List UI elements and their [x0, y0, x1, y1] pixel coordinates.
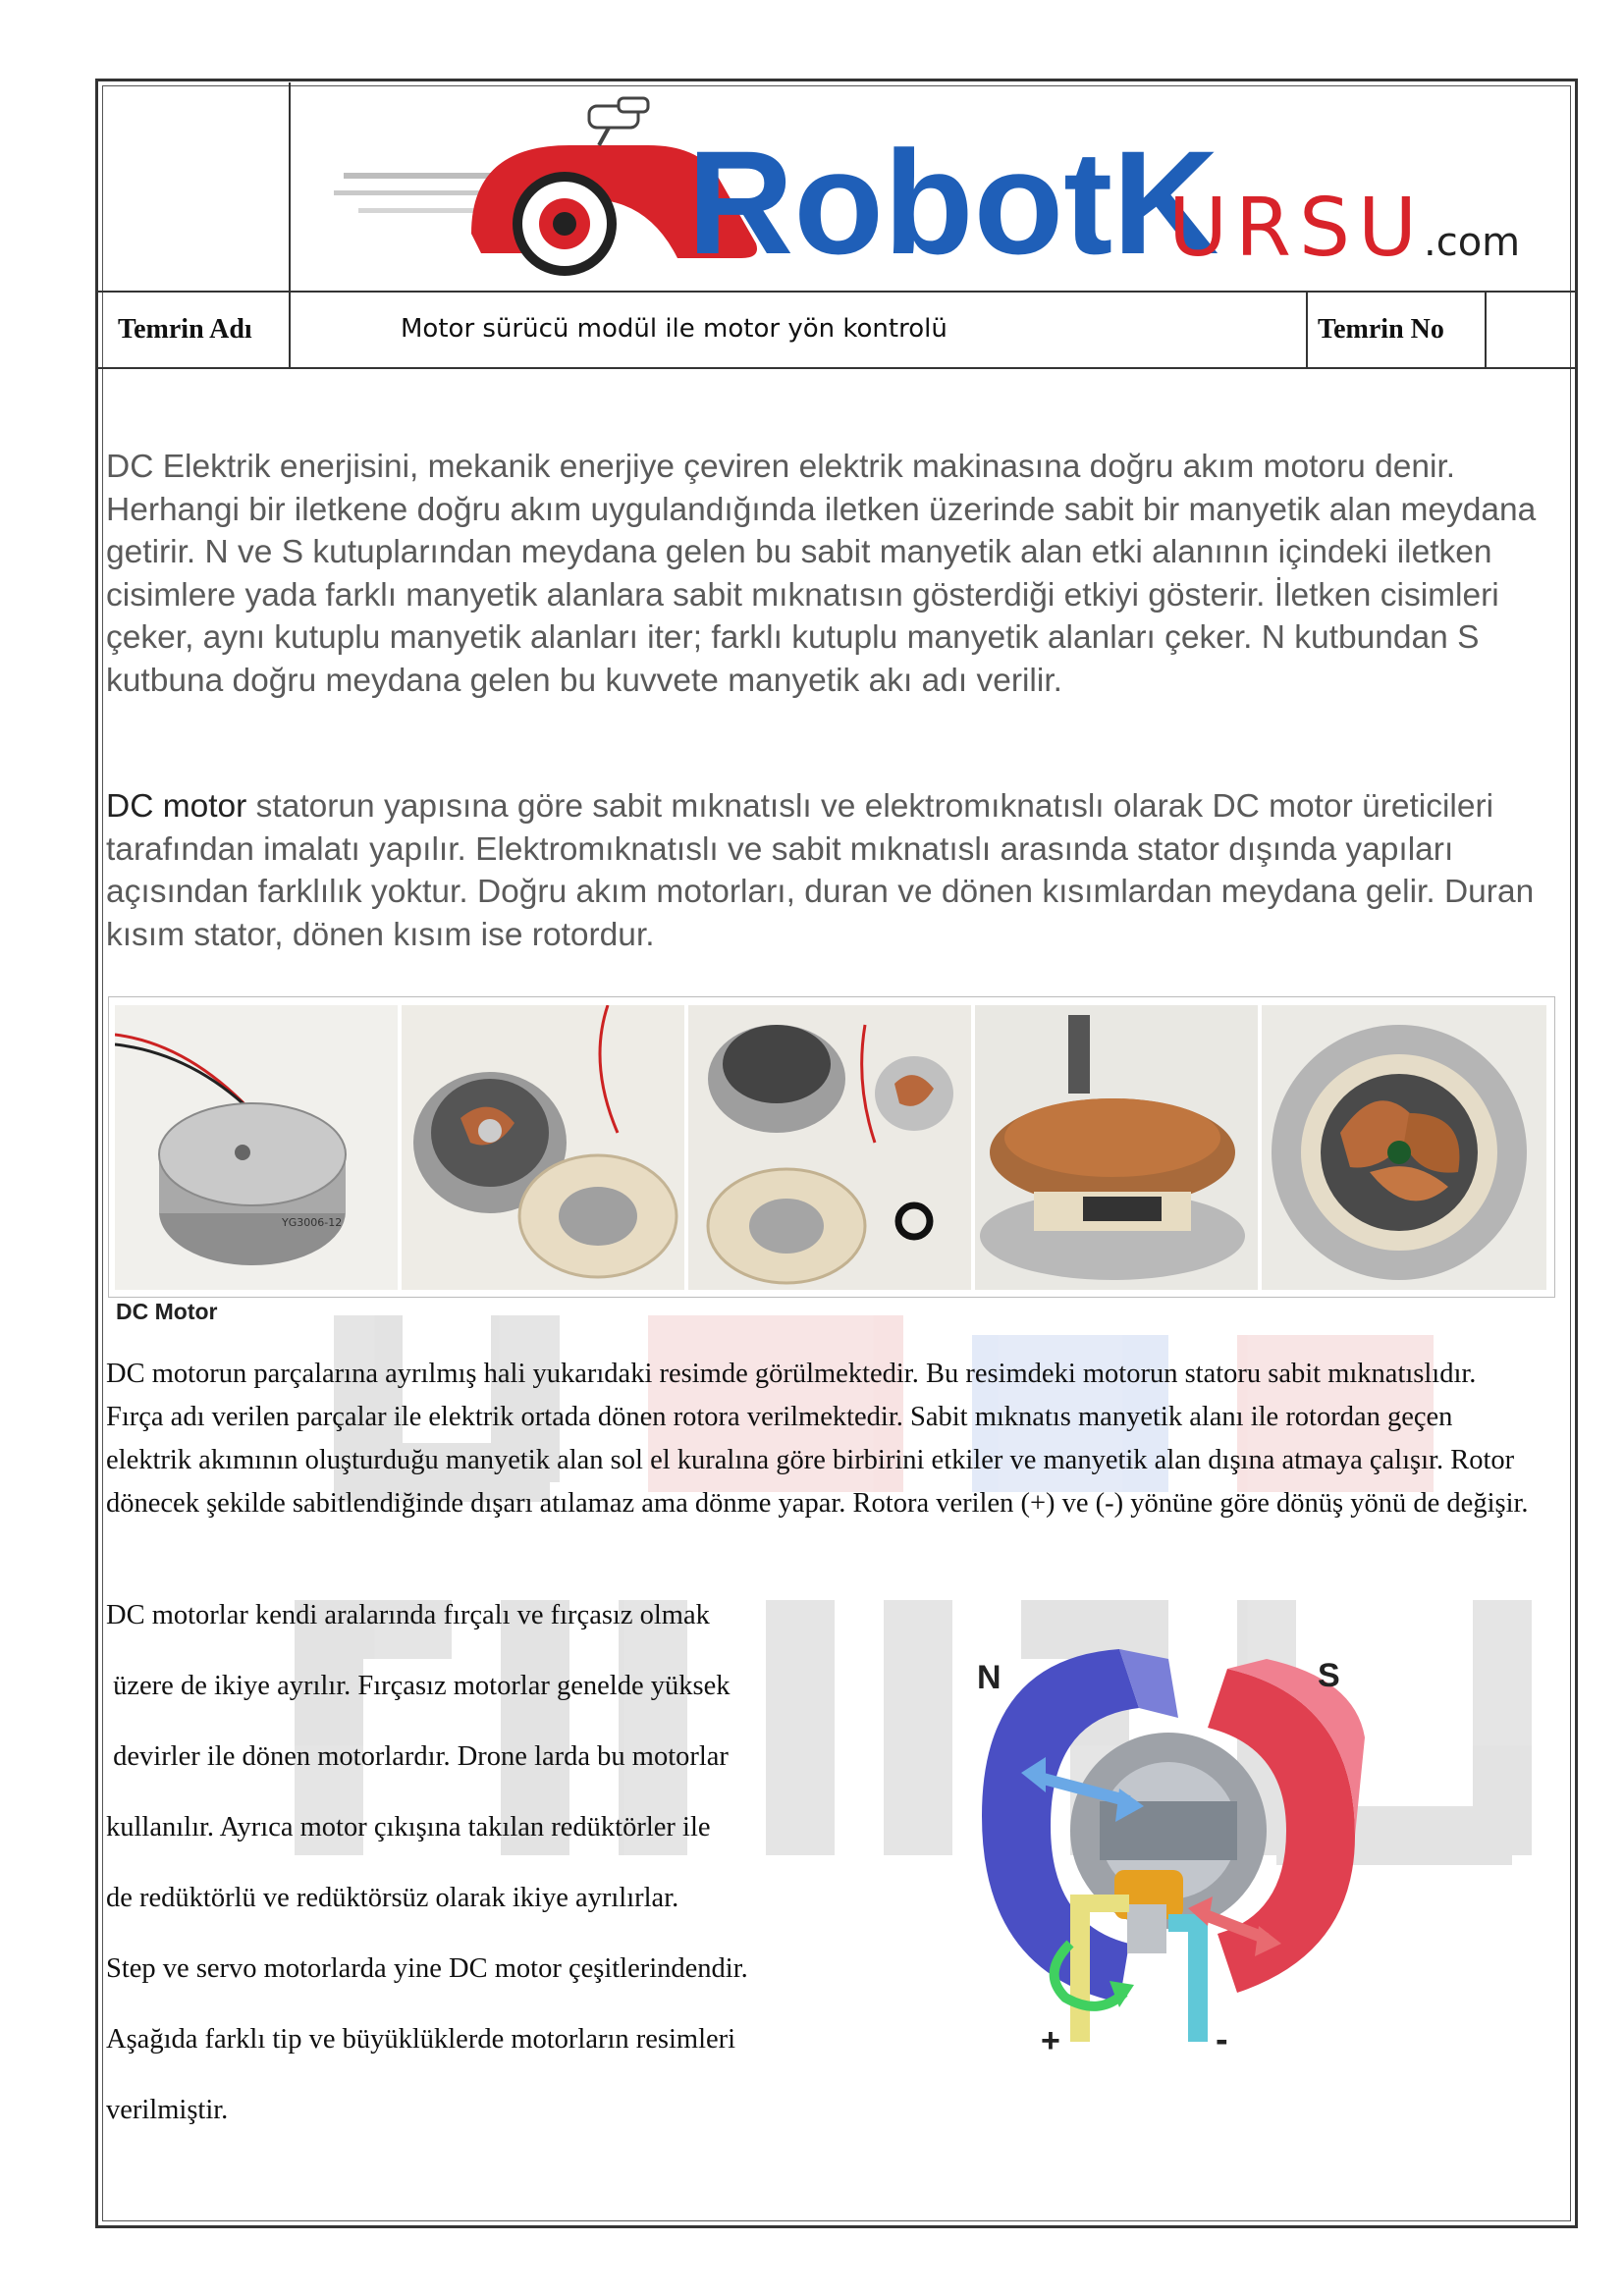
logo-domain-text: .com: [1424, 220, 1521, 265]
header-divider: [98, 291, 1575, 293]
motor-model-label: YG3006-12: [282, 1216, 343, 1229]
body-paragraph: DC motorun parçalarına ayrılmış hali yukarıdaki resimde görülmektedir. Bu resimdeki motorun statoru sabit mıknatıslıdır. Fırça adı verilen parçalar ile elektrik ortada dönen rotora verilmektedir. Sabit mıknatıs manyetik alanı ile rotordan geçen elektrik akımının oluşturduğu manyetik alan sol el kuralına göre birbirini etkiler ve manyetik alan dışına atmaya çalışır. Rotor dönecek şekilde sabitlendiğinde dışarı atılamaz ama dönme yapar. Rotora verilen (+) ve (-) yönüne göre dönüş yönü de değişir.: [106, 1359, 1529, 1519]
motor-photo-parts: [688, 1005, 971, 1290]
logo-left-divider: [289, 82, 291, 369]
body-line-1: DC motorlar kendi aralarında fırçalı ve fırçasız olmak: [106, 1600, 710, 1630]
body-line-5: de redüktörlü ve redüktörsüz olarak ikiye ayrılırlar.: [106, 1883, 679, 1913]
body-line-4: kullanılır. Ayrıca motor çıkışına takılan redüktörler ile: [106, 1812, 711, 1842]
dc-motor-diagram: [943, 1620, 1394, 2071]
intro-paragraph-2: [106, 785, 1559, 956]
intro-paragraph-1: DC Elektrik enerjisini, mekanik enerjiye çeviren elektrik makinasına doğru akım motoru denir. Herhangi bir iletkene doğru akım uygulandığında iletken üzerinde sabit bir manyetik alan meydana getirir. N ve S kutuplarından meydana gelen bu sabit manyetik alan etki alanının içindeki iletken cisimlere yada farklı manyetik alanlara sabit mıknatısın gösterdiği etkiyi gösterir. İletken cisimleri çeker, aynı kutuplu manyetik alanları iter; farklı kutuplu manyetik alanları çeker. N kutbundan S kutbuna doğru meydana gelen bu kuvvete manyetik akı adı verilir.: [106, 449, 1537, 699]
plus-terminal-label: +: [1041, 2022, 1060, 2059]
body-line-6: Step ve servo motorlarda yine DC motor çeşitlerindendir.: [106, 1953, 748, 1984]
north-pole-label: N: [977, 1659, 1001, 1696]
temrin-title: Motor sürücü modül ile motor yön kontrolü: [401, 314, 947, 344]
motor-photo-opened: [402, 1005, 684, 1290]
logo-robot-text: RobotK: [687, 120, 1219, 283]
dc-motor-term: DC motor: [106, 788, 247, 825]
intro-paragraph-2-rest: statorun yapısına göre sabit mıknatıslı ve elektromıknatıslı olarak DC motor üreticileri tarafından imalatı yapılır. Elektromıknatıslı ve sabit mıknatıslı arasında stator dışında yapıları açısından farklılık yoktur. Doğru akım motorları, duran ve dönen kısımlardan meydana gelir. Duran kısım stator, dönen kısım ise rotordur.: [106, 788, 1535, 953]
robotkursu-logo: [324, 86, 1551, 283]
body-line-7: Aşağıda farklı tip ve büyüklüklerde motorların resimleri: [106, 2024, 736, 2055]
body-line-8: verilmiştir.: [106, 2095, 229, 2125]
south-pole-label: S: [1318, 1657, 1340, 1694]
motor-photo-assembled: [115, 1005, 398, 1290]
photo-strip-caption: DC Motor: [116, 1299, 218, 1324]
body-line-3: devirler ile dönen motorlardır. Drone larda bu motorlar: [106, 1741, 729, 1772]
minus-terminal-label: -: [1216, 2019, 1228, 2060]
motor-photo-top: [1262, 1005, 1546, 1290]
logo-ursu-text: URSU: [1168, 182, 1426, 275]
motor-photo-rotor: [975, 1005, 1258, 1290]
temrin-no-left-divider: [1306, 293, 1308, 369]
dc-motor-photo-strip: [108, 996, 1555, 1298]
temrin-no-label: Temrin No: [1318, 314, 1444, 345]
title-row-divider: [98, 367, 1575, 369]
body-line-2: üzere de ikiye ayrılır. Fırçasız motorlar genelde yüksek: [106, 1671, 731, 1701]
temrin-adi-label: Temrin Adı: [118, 314, 252, 345]
temrin-no-right-divider: [1485, 293, 1487, 369]
